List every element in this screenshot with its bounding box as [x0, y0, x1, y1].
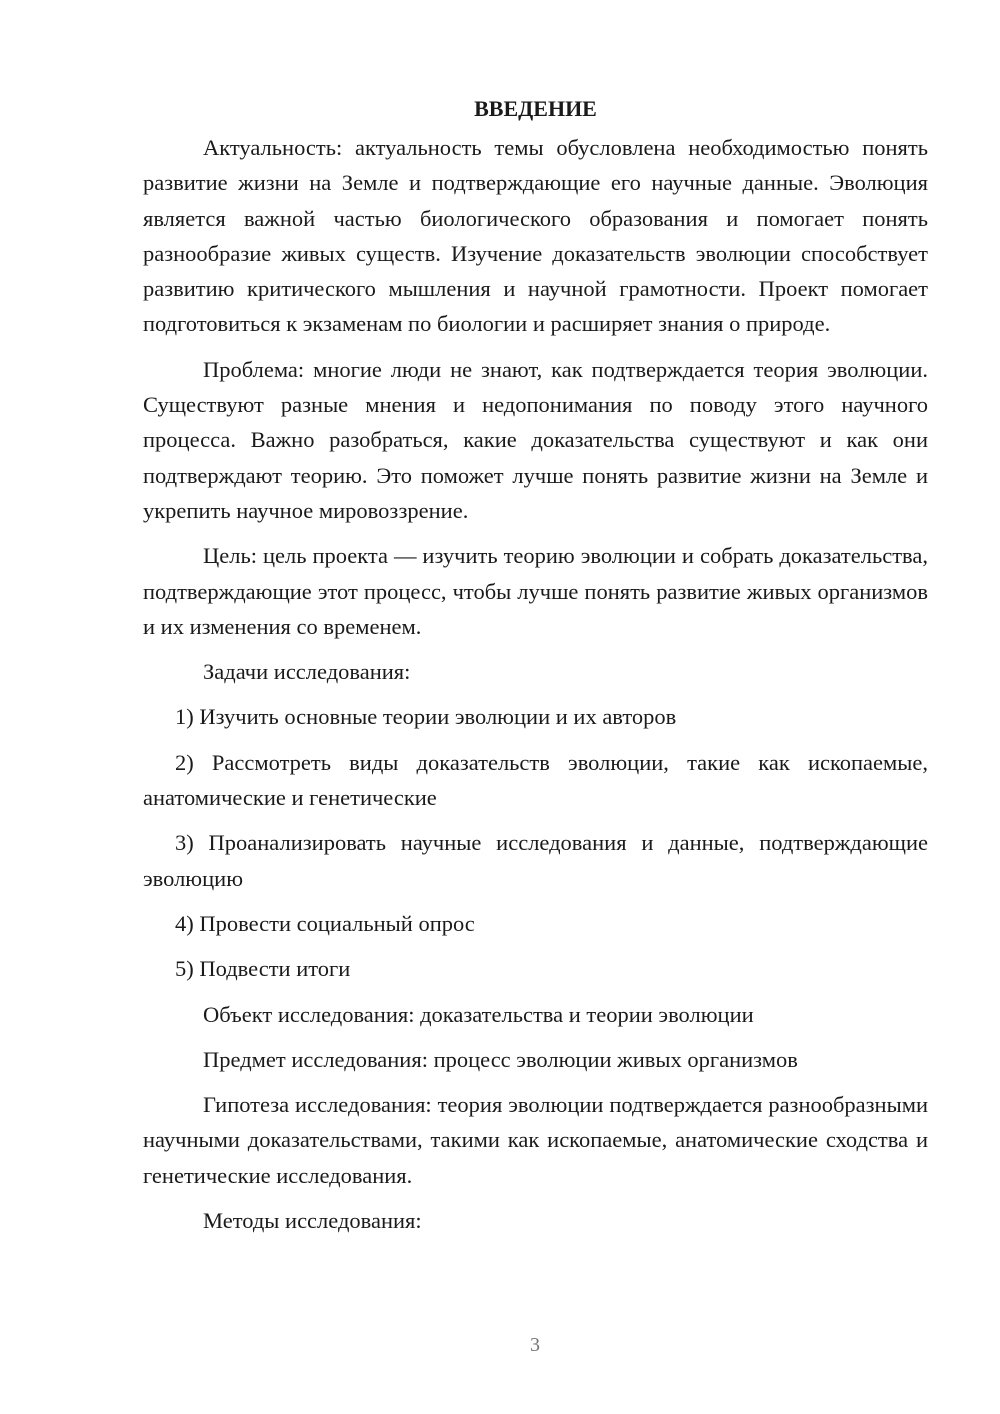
- document-page: [143, 88, 928, 1248]
- paragraph-subject: Предмет исследования: процесс эволюции живых организмов: [203, 1046, 798, 1072]
- task-item-3: 3) Проанализировать научные исследования и данные, подтверждающие эволюцию: [143, 830, 928, 891]
- paragraph-methods: Методы исследования:: [203, 1208, 422, 1234]
- paragraph-relevance: Актуальность: актуальность темы обусловлена необходимостью понять развитие жизни на Земле и подтверждающие его научные данные. Эволюция является важной частью биологического образования и помогает понять разнообразие живых существ. Изучение доказательств эволюции способствует развитию критического мышления и научной грамотности. Проект помогает подготовиться к экзаменам по биологии и расширяет знания о природе.: [143, 135, 928, 337]
- task-item-4: 4) Провести социальный опрос: [175, 910, 475, 936]
- page-number: 3: [530, 1334, 540, 1356]
- section-heading: ВВЕДЕНИЕ: [474, 96, 597, 121]
- task-item-1: 1) Изучить основные теории эволюции и их авторов: [175, 704, 677, 730]
- paragraph-tasks-heading: Задачи исследования:: [203, 659, 411, 685]
- paragraph-goal: Цель: цель проекта — изучить теорию эволюции и собрать доказательства, подтверждающие этот процесс, чтобы лучше понять развитие живых организмов и их изменения со временем.: [143, 543, 928, 639]
- paragraph-hypothesis: Гипотеза исследования: теория эволюции подтверждается разнообразными научными доказательствами, такими как ископаемые, анатомические сходства и генетические исследования.: [143, 1092, 928, 1188]
- paragraph-problem: Проблема: многие люди не знают, как подтверждается теория эволюции. Существуют разные мнения и недопонимания по поводу этого научного процесса. Важно разобраться, какие доказательства существуют и как они подтверждают теорию. Это поможет лучше понять развитие жизни на Земле и укрепить научное мировоззрение.: [143, 356, 928, 523]
- paragraph-object: Объект исследования: доказательства и теории эволюции: [203, 1001, 754, 1027]
- task-item-5: 5) Подвести итоги: [175, 956, 351, 982]
- task-item-2: 2) Рассмотреть виды доказательств эволюции, такие как ископаемые, анатомические и генетические: [143, 749, 928, 811]
